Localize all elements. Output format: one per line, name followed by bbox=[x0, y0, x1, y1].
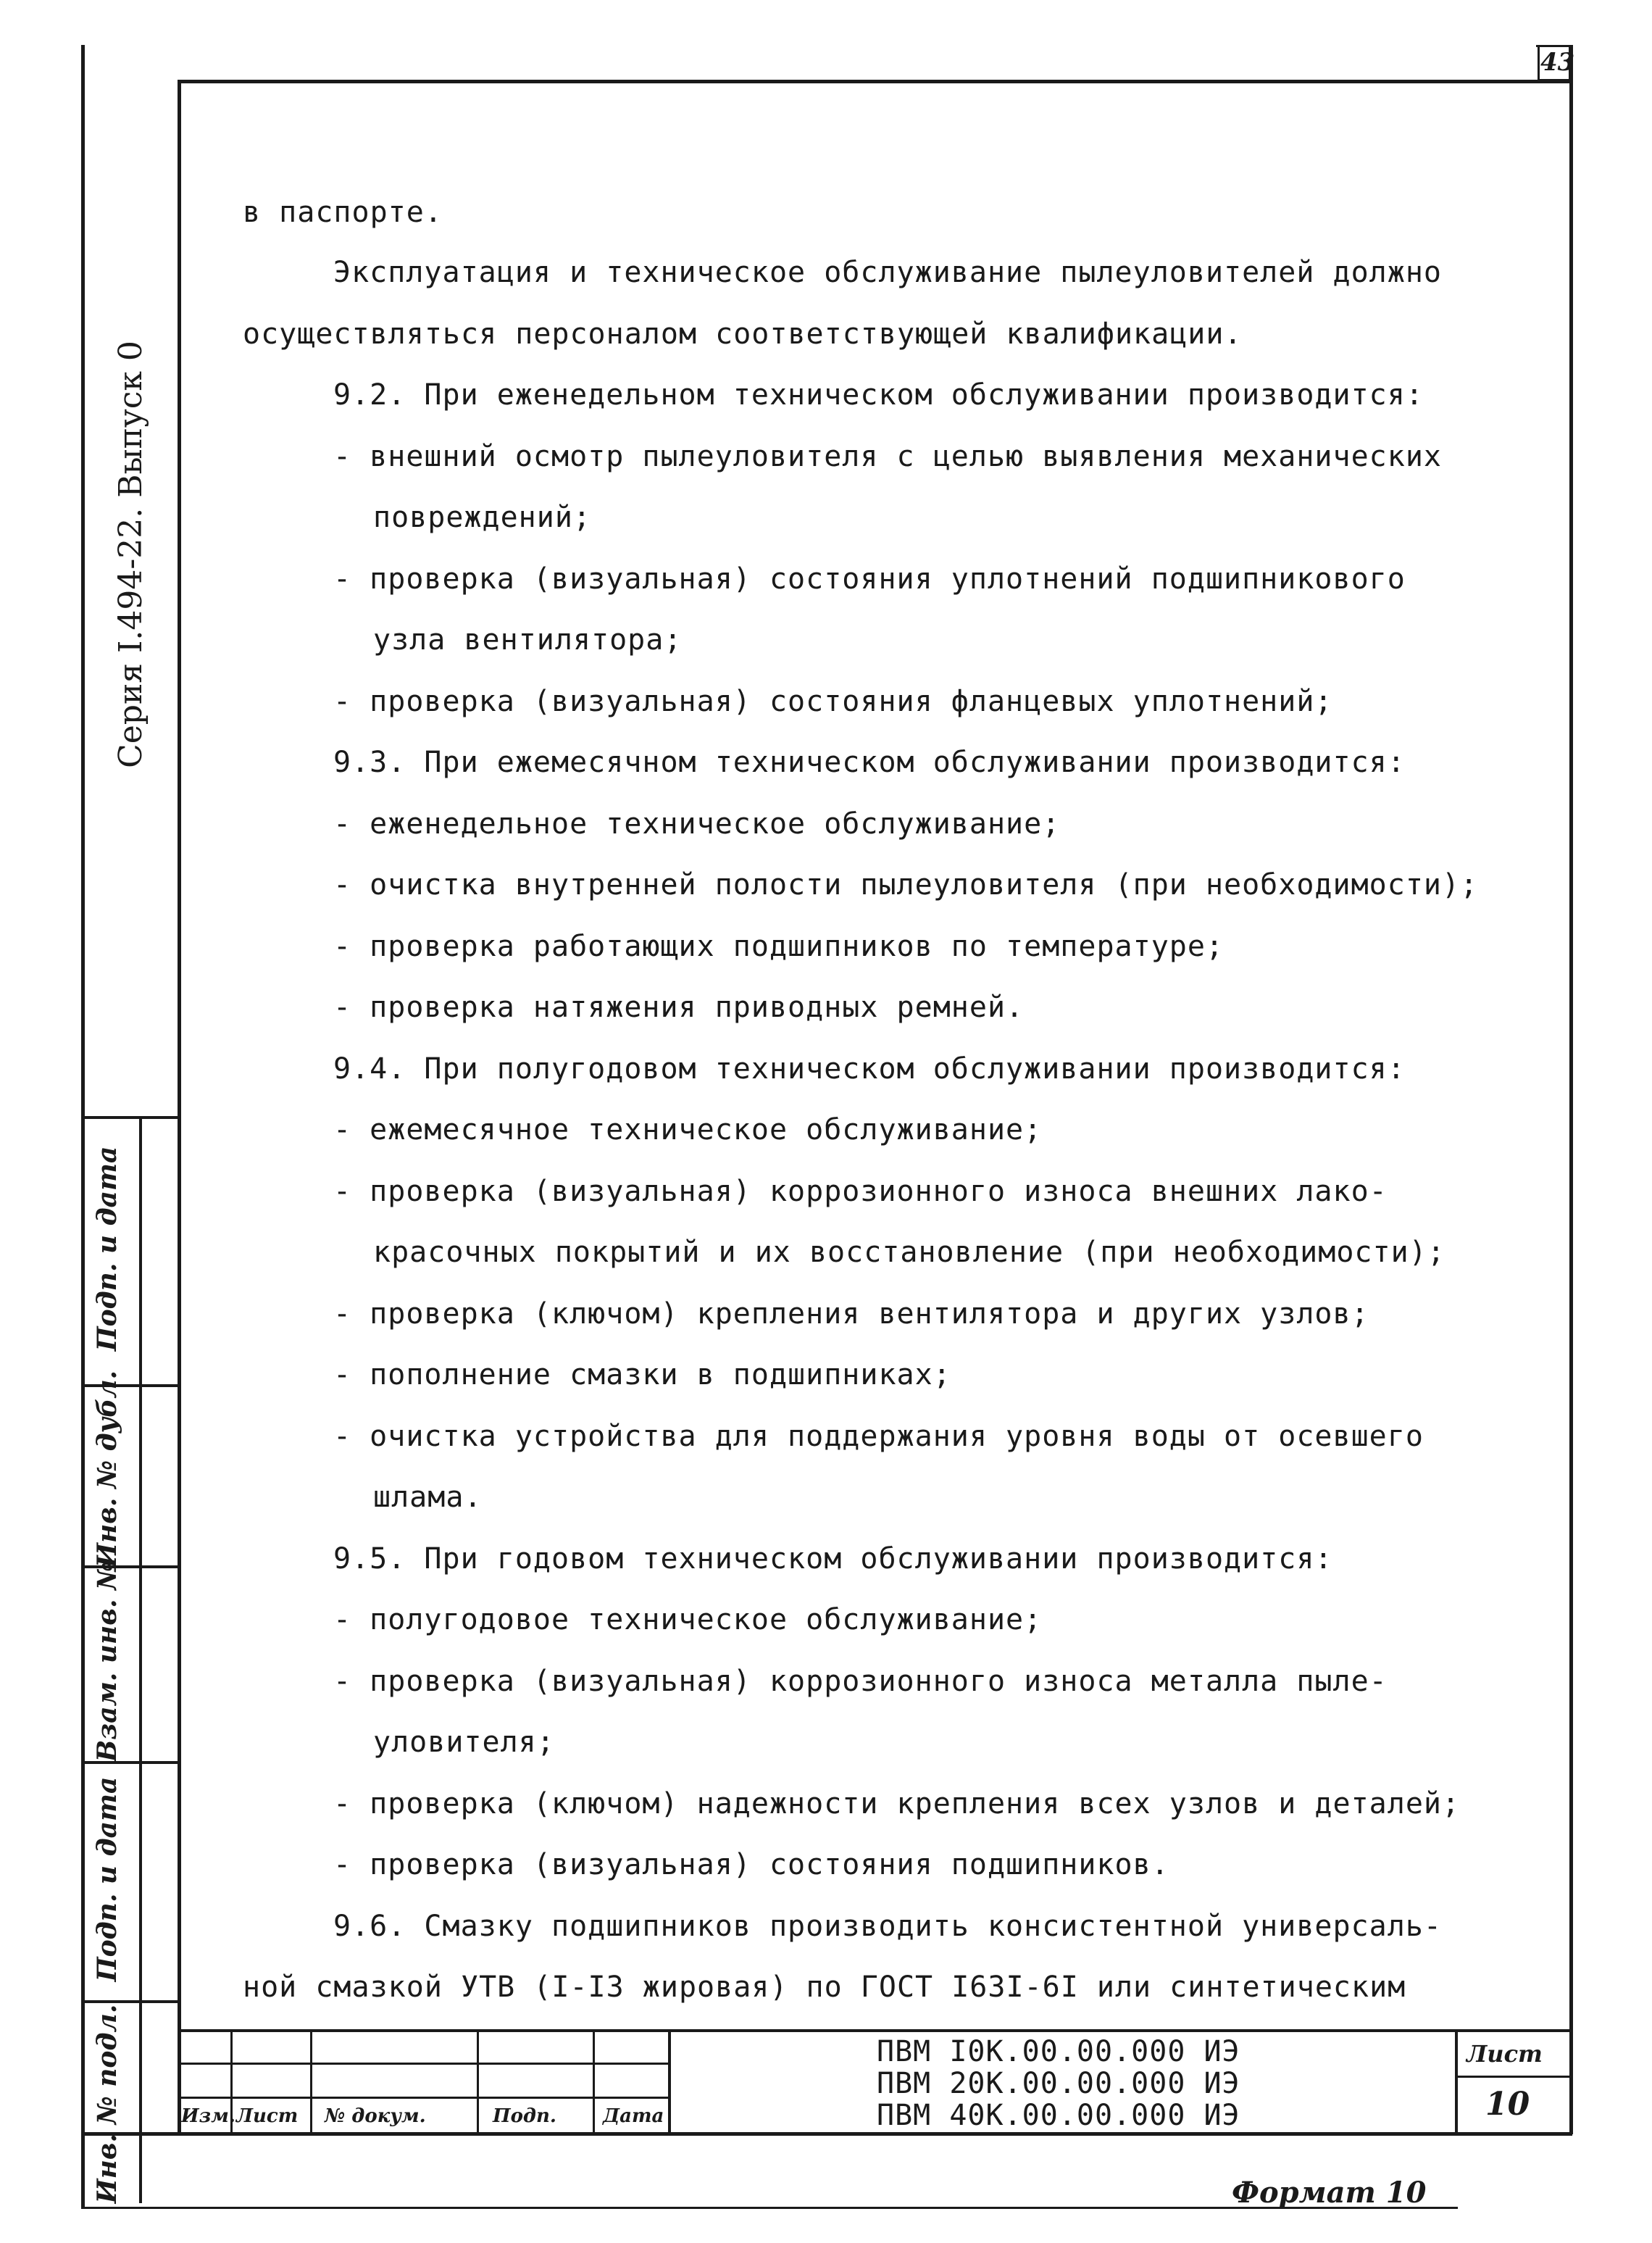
frame-inner-top bbox=[178, 80, 1572, 83]
body-line: 9.3. При ежемесячном техническом обслуживании производится: bbox=[333, 746, 1406, 779]
body-line: в паспорте. bbox=[243, 196, 443, 229]
body-line: - еженедельное техническое обслуживание; bbox=[333, 807, 1061, 841]
body-line: - проверка работающих подшипников по температуре; bbox=[333, 930, 1225, 963]
sheet-col-divider bbox=[1455, 2076, 1571, 2078]
stamp-col-sheet: Лист bbox=[236, 2105, 299, 2127]
body-line: - полугодовое техническое обслуживание; bbox=[333, 1603, 1043, 1636]
doc-number-1: ПВМ I0К.00.00.000 ИЭ bbox=[877, 2035, 1240, 2068]
body-line: уловителя; bbox=[373, 1726, 555, 1759]
stamp-col-change: Изм. bbox=[181, 2105, 235, 2127]
stamp-col-2 bbox=[310, 2029, 312, 2134]
corner-number: 43 bbox=[1540, 48, 1575, 77]
stamp-col-date: Дата bbox=[603, 2105, 664, 2127]
body-line: - внешний осмотр пылеуловителя с целью выявления механических bbox=[333, 440, 1443, 473]
stamp-col-3 bbox=[477, 2029, 479, 2134]
body-line: - проверка натяжения приводных ремней. bbox=[333, 991, 1025, 1024]
stamp-col-sign: Подп. bbox=[493, 2105, 556, 2127]
body-line: осуществляться персоналом соответствующей квалификации. bbox=[243, 317, 1243, 351]
body-line: - проверка (визуальная) состояния фланцевых уплотнений; bbox=[333, 685, 1333, 718]
frame-inner-left bbox=[178, 80, 181, 2134]
body-line: - очистка внутренней полости пылеуловителя (при необходимости); bbox=[333, 868, 1479, 902]
body-line: шлама. bbox=[373, 1481, 483, 1514]
side-stamp-sign-date-1: Подп. и дата bbox=[92, 1146, 122, 1352]
body-line: Эксплуатация и техническое обслуживание пылеуловителей должно bbox=[333, 256, 1443, 289]
body-line: - очистка устройства для поддержания уровня воды от осевшего bbox=[333, 1420, 1424, 1453]
stamp-col-4 bbox=[593, 2029, 595, 2134]
body-line: - проверка (визуальная) состояния подшипников. bbox=[333, 1848, 1169, 1881]
body-line: 9.2. При еженедельном техническом обслуживании производится: bbox=[333, 378, 1424, 412]
body-line: красочных покрытий и их восстановление (при необходимости); bbox=[373, 1236, 1446, 1269]
sheet-number: 10 bbox=[1485, 2086, 1530, 2123]
stamp-grid-h1 bbox=[178, 2063, 670, 2065]
series-label: Серия I.494-22. Выпуск 0 bbox=[112, 341, 149, 768]
stamp-col-docnum: № докум. bbox=[325, 2105, 426, 2127]
body-line: 9.6. Смазку подшипников производить консистентной универсаль- bbox=[333, 1910, 1443, 1943]
stamp-column-right bbox=[139, 1116, 142, 2203]
body-line: - проверка (ключом) крепления вентилятора и других узлов; bbox=[333, 1297, 1369, 1331]
body-line: - проверка (ключом) надежности крепления всех узлов и деталей; bbox=[333, 1787, 1461, 1820]
format-label: Формат 10 bbox=[1232, 2176, 1427, 2210]
body-line: повреждений; bbox=[373, 501, 591, 534]
frame-left-outer bbox=[81, 45, 85, 2208]
body-line: - проверка (визуальная) коррозионного износа металла пыле- bbox=[333, 1665, 1388, 1698]
body-line: 9.4. При полугодовом техническом обслуживании производится: bbox=[333, 1052, 1406, 1086]
side-stamp-replace-inv: Взам. инв. № bbox=[92, 1561, 122, 1763]
body-line: узла вентилятора; bbox=[373, 623, 683, 657]
side-stamp-sign-date-2: Подп. и дата bbox=[92, 1776, 122, 1982]
body-line: - пополнение смазки в подшипниках; bbox=[333, 1358, 951, 1391]
frame-bottom bbox=[81, 2132, 1572, 2136]
body-line: 9.5. При годовом техническом обслуживании производится: bbox=[333, 1542, 1333, 1576]
doc-number-2: ПВМ 20К.00.00.000 ИЭ bbox=[877, 2067, 1240, 2100]
stamp-grid-h2 bbox=[178, 2097, 670, 2099]
body-line: - проверка (визуальная) коррозионного износа внешних лако- bbox=[333, 1175, 1388, 1208]
body-line: - ежемесячное техническое обслуживание; bbox=[333, 1113, 1043, 1147]
side-stamp-dup-inv: Инв. № дубл. bbox=[92, 1370, 122, 1568]
side-stamp-orig-inv: Инв. № подл. bbox=[92, 2004, 122, 2204]
doc-number-3: ПВМ 40К.00.00.000 ИЭ bbox=[877, 2099, 1240, 2132]
stamp-col-5 bbox=[668, 2029, 671, 2134]
sheet-label: Лист bbox=[1467, 2040, 1543, 2068]
sheet-col-left bbox=[1455, 2029, 1458, 2134]
body-line: ной смазкой УТВ (I-I3 жировая) по ГОСТ I63I-6I или синтетическим bbox=[243, 1971, 1406, 2004]
body-line: - проверка (визуальная) состояния уплотнений подшипникового bbox=[333, 562, 1406, 596]
frame-right bbox=[1569, 45, 1573, 2134]
title-block-top bbox=[178, 2029, 1572, 2032]
